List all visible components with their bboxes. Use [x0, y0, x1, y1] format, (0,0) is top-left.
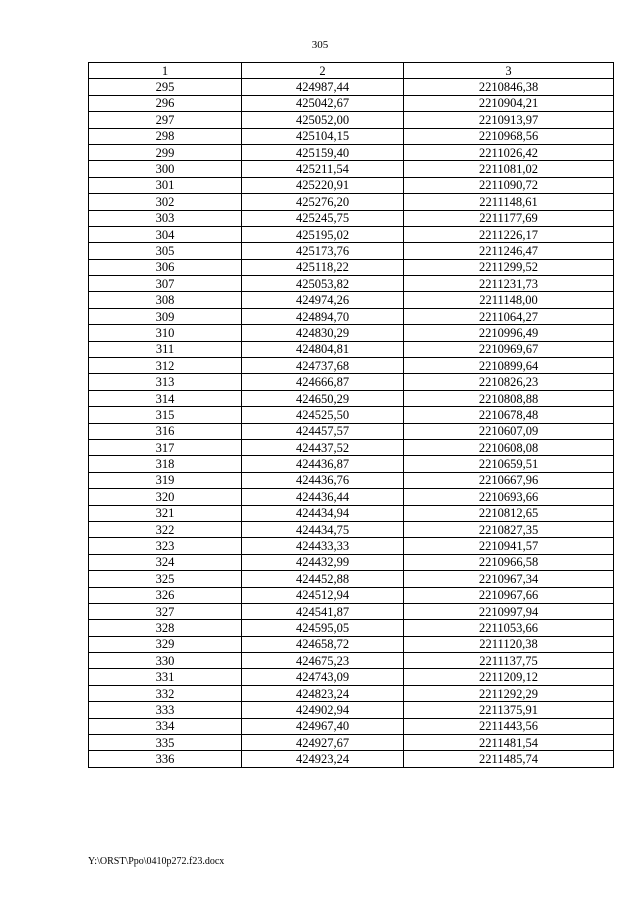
- point-number-cell: 296: [89, 95, 242, 111]
- y-coordinate-cell: 2210667,96: [404, 472, 614, 488]
- table-row: [89, 653, 614, 669]
- y-coordinate-cell: 2211064,27: [404, 308, 614, 324]
- x-coordinate-cell: 425052,00: [242, 112, 404, 128]
- table-row: [89, 669, 614, 685]
- x-coordinate-cell: 424512,94: [242, 587, 404, 603]
- point-number-cell: 302: [89, 194, 242, 210]
- x-coordinate-cell: 425173,76: [242, 243, 404, 259]
- column-header: 2: [242, 63, 404, 79]
- point-number-cell: 329: [89, 636, 242, 652]
- y-coordinate-cell: 2210608,08: [404, 439, 614, 455]
- x-coordinate-cell: 424737,68: [242, 358, 404, 374]
- point-number-cell: 314: [89, 390, 242, 406]
- x-coordinate-cell: 425195,02: [242, 226, 404, 242]
- point-number-cell: 315: [89, 407, 242, 423]
- point-number-cell: 328: [89, 620, 242, 636]
- table-row: [89, 407, 614, 423]
- y-coordinate-cell: 2210967,34: [404, 571, 614, 587]
- table-row: [89, 603, 614, 619]
- x-coordinate-cell: 424595,05: [242, 620, 404, 636]
- y-coordinate-cell: 2210968,56: [404, 128, 614, 144]
- y-coordinate-cell: 2211246,47: [404, 243, 614, 259]
- y-coordinate-cell: 2210659,51: [404, 456, 614, 472]
- point-number-cell: 306: [89, 259, 242, 275]
- point-number-cell: 335: [89, 735, 242, 751]
- y-coordinate-cell: 2211485,74: [404, 751, 614, 767]
- page-number: 305: [311, 39, 329, 51]
- point-number-cell: 304: [89, 226, 242, 242]
- x-coordinate-cell: 424434,75: [242, 521, 404, 537]
- table-row: [89, 226, 614, 242]
- point-number-cell: 336: [89, 751, 242, 767]
- x-coordinate-cell: 425220,91: [242, 177, 404, 193]
- point-number-cell: 333: [89, 702, 242, 718]
- table-row: [89, 292, 614, 308]
- x-coordinate-cell: 424823,24: [242, 685, 404, 701]
- point-number-cell: 310: [89, 325, 242, 341]
- table-row: [89, 718, 614, 734]
- y-coordinate-cell: 2210997,94: [404, 603, 614, 619]
- x-coordinate-cell: 424804,81: [242, 341, 404, 357]
- x-coordinate-cell: 424927,67: [242, 735, 404, 751]
- y-coordinate-cell: 2211090,72: [404, 177, 614, 193]
- point-number-cell: 299: [89, 144, 242, 160]
- table-row: [89, 325, 614, 341]
- point-number-cell: 334: [89, 718, 242, 734]
- x-coordinate-cell: 424743,09: [242, 669, 404, 685]
- y-coordinate-cell: 2211443,56: [404, 718, 614, 734]
- y-coordinate-cell: 2210967,66: [404, 587, 614, 603]
- table-row: [89, 358, 614, 374]
- table-row: [89, 128, 614, 144]
- y-coordinate-cell: 2211137,75: [404, 653, 614, 669]
- point-number-cell: 300: [89, 161, 242, 177]
- table-row: [89, 161, 614, 177]
- x-coordinate-cell: 425159,40: [242, 144, 404, 160]
- y-coordinate-cell: 2211081,02: [404, 161, 614, 177]
- point-number-cell: 324: [89, 554, 242, 570]
- point-number-cell: 316: [89, 423, 242, 439]
- y-coordinate-cell: 2210996,49: [404, 325, 614, 341]
- point-number-cell: 331: [89, 669, 242, 685]
- x-coordinate-cell: 424436,87: [242, 456, 404, 472]
- point-number-cell: 322: [89, 521, 242, 537]
- point-number-cell: 301: [89, 177, 242, 193]
- table-row: [89, 685, 614, 701]
- table-row: [89, 423, 614, 439]
- table-row: [89, 390, 614, 406]
- point-number-cell: 332: [89, 685, 242, 701]
- point-number-cell: 325: [89, 571, 242, 587]
- table-row: [89, 276, 614, 292]
- table-row: [89, 554, 614, 570]
- column-header: 1: [89, 63, 242, 79]
- y-coordinate-cell: 2210899,64: [404, 358, 614, 374]
- x-coordinate-cell: 424436,44: [242, 489, 404, 505]
- table-row: [89, 587, 614, 603]
- point-number-cell: 298: [89, 128, 242, 144]
- y-coordinate-cell: 2210846,38: [404, 79, 614, 95]
- table-row: [89, 112, 614, 128]
- y-coordinate-cell: 2210693,66: [404, 489, 614, 505]
- y-coordinate-cell: 2211026,42: [404, 144, 614, 160]
- point-number-cell: 317: [89, 439, 242, 455]
- x-coordinate-cell: 424433,33: [242, 538, 404, 554]
- x-coordinate-cell: 424974,26: [242, 292, 404, 308]
- table-row: [89, 636, 614, 652]
- y-coordinate-cell: 2211053,66: [404, 620, 614, 636]
- y-coordinate-cell: 2210941,57: [404, 538, 614, 554]
- y-coordinate-cell: 2211148,61: [404, 194, 614, 210]
- y-coordinate-cell: 2210969,67: [404, 341, 614, 357]
- x-coordinate-cell: 424894,70: [242, 308, 404, 324]
- column-header: 3: [404, 63, 614, 79]
- table-body: [89, 79, 614, 767]
- x-coordinate-cell: 424525,50: [242, 407, 404, 423]
- y-coordinate-cell: 2210812,65: [404, 505, 614, 521]
- y-coordinate-cell: 2211375,91: [404, 702, 614, 718]
- x-coordinate-cell: 424436,76: [242, 472, 404, 488]
- table-row: [89, 521, 614, 537]
- point-number-cell: 323: [89, 538, 242, 554]
- y-coordinate-cell: 2210827,35: [404, 521, 614, 537]
- point-number-cell: 307: [89, 276, 242, 292]
- coordinates-table: [88, 62, 614, 768]
- point-number-cell: 311: [89, 341, 242, 357]
- x-coordinate-cell: 425211,54: [242, 161, 404, 177]
- x-coordinate-cell: 424830,29: [242, 325, 404, 341]
- x-coordinate-cell: 425118,22: [242, 259, 404, 275]
- y-coordinate-cell: 2211120,38: [404, 636, 614, 652]
- y-coordinate-cell: 2211177,69: [404, 210, 614, 226]
- table-header-row: [89, 63, 614, 79]
- table-row: [89, 538, 614, 554]
- table-row: [89, 95, 614, 111]
- x-coordinate-cell: 424434,94: [242, 505, 404, 521]
- table-row: [89, 620, 614, 636]
- table-row: [89, 439, 614, 455]
- table-row: [89, 489, 614, 505]
- y-coordinate-cell: 2210904,21: [404, 95, 614, 111]
- table-row: [89, 259, 614, 275]
- point-number-cell: 312: [89, 358, 242, 374]
- x-coordinate-cell: 424923,24: [242, 751, 404, 767]
- x-coordinate-cell: 424666,87: [242, 374, 404, 390]
- y-coordinate-cell: 2210808,88: [404, 390, 614, 406]
- table-row: [89, 472, 614, 488]
- table-row: [89, 79, 614, 95]
- point-number-cell: 330: [89, 653, 242, 669]
- y-coordinate-cell: 2211209,12: [404, 669, 614, 685]
- y-coordinate-cell: 2211148,00: [404, 292, 614, 308]
- x-coordinate-cell: 424457,57: [242, 423, 404, 439]
- x-coordinate-cell: 424541,87: [242, 603, 404, 619]
- point-number-cell: 305: [89, 243, 242, 259]
- point-number-cell: 295: [89, 79, 242, 95]
- table-row: [89, 194, 614, 210]
- point-number-cell: 327: [89, 603, 242, 619]
- point-number-cell: 313: [89, 374, 242, 390]
- table-row: [89, 505, 614, 521]
- x-coordinate-cell: 425053,82: [242, 276, 404, 292]
- table-row: [89, 735, 614, 751]
- point-number-cell: 303: [89, 210, 242, 226]
- table-row: [89, 456, 614, 472]
- x-coordinate-cell: 424658,72: [242, 636, 404, 652]
- x-coordinate-cell: 425104,15: [242, 128, 404, 144]
- x-coordinate-cell: 425245,75: [242, 210, 404, 226]
- table-row: [89, 751, 614, 767]
- table-row: [89, 177, 614, 193]
- x-coordinate-cell: 424650,29: [242, 390, 404, 406]
- point-number-cell: 326: [89, 587, 242, 603]
- y-coordinate-cell: 2210607,09: [404, 423, 614, 439]
- x-coordinate-cell: 425276,20: [242, 194, 404, 210]
- table-row: [89, 243, 614, 259]
- point-number-cell: 318: [89, 456, 242, 472]
- table-row: [89, 341, 614, 357]
- y-coordinate-cell: 2211481,54: [404, 735, 614, 751]
- y-coordinate-cell: 2210913,97: [404, 112, 614, 128]
- y-coordinate-cell: 2211231,73: [404, 276, 614, 292]
- point-number-cell: 309: [89, 308, 242, 324]
- table-row: [89, 308, 614, 324]
- y-coordinate-cell: 2210966,58: [404, 554, 614, 570]
- y-coordinate-cell: 2211292,29: [404, 685, 614, 701]
- table-row: [89, 374, 614, 390]
- x-coordinate-cell: 424987,44: [242, 79, 404, 95]
- table-row: [89, 144, 614, 160]
- table-row: [89, 210, 614, 226]
- document-path-footer: Y:\ORST\Ppo\0410p272.f23.docx: [88, 856, 225, 867]
- y-coordinate-cell: 2210678,48: [404, 407, 614, 423]
- y-coordinate-cell: 2211299,52: [404, 259, 614, 275]
- x-coordinate-cell: 425042,67: [242, 95, 404, 111]
- point-number-cell: 321: [89, 505, 242, 521]
- point-number-cell: 320: [89, 489, 242, 505]
- y-coordinate-cell: 2211226,17: [404, 226, 614, 242]
- y-coordinate-cell: 2210826,23: [404, 374, 614, 390]
- x-coordinate-cell: 424432,99: [242, 554, 404, 570]
- table-row: [89, 571, 614, 587]
- point-number-cell: 319: [89, 472, 242, 488]
- x-coordinate-cell: 424675,23: [242, 653, 404, 669]
- x-coordinate-cell: 424452,88: [242, 571, 404, 587]
- table-row: [89, 702, 614, 718]
- point-number-cell: 297: [89, 112, 242, 128]
- point-number-cell: 308: [89, 292, 242, 308]
- x-coordinate-cell: 424967,40: [242, 718, 404, 734]
- x-coordinate-cell: 424902,94: [242, 702, 404, 718]
- x-coordinate-cell: 424437,52: [242, 439, 404, 455]
